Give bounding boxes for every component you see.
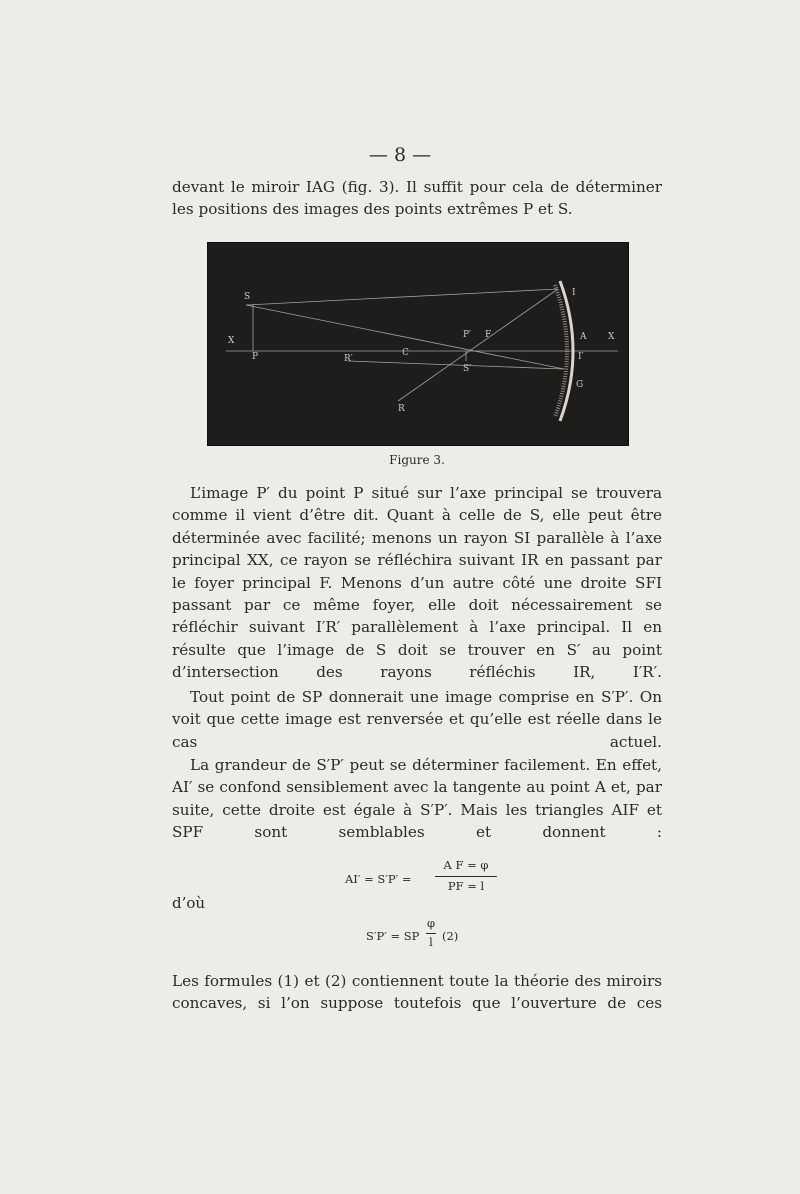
figure-caption: Figure 3. [389, 453, 445, 467]
formula-2-numerator: φ [426, 916, 436, 930]
formula-1-lhs: AI′ = S′P′ = [345, 872, 412, 886]
label-c: C [402, 348, 409, 358]
formula-1-denominator: PF = l [447, 879, 485, 893]
paragraph-1: L’image P′ du point P situé sur l’axe principal se trouvera comme il vient d’être dit. Quant à celle de S, elle peut être déterminée avec facilité; menons un rayon SI parallèle à l’axe principal XX, ce rayon se réfléchira suivant IR en passant par le foyer principal F. Menons d’un autre côté une droite SFI passant par ce même foyer, elle doit nécessairement se réfléchir suivant I′R′ parallèlement à l’axe principal. Il en résulte que l’image de S doit se trouver en S′ au point d’intersection des rayons réfléchis IR, I′R′. [172, 484, 662, 682]
formula-2-lhs: S′P′ = SP [366, 929, 420, 943]
page-number: — 8 — [368, 144, 432, 166]
ray-ir [398, 289, 558, 401]
label-f: F [485, 330, 492, 340]
label-p: P [252, 352, 259, 362]
paragraph-4: Les formules (1) et (2) contiennent toute la théorie des miroirs concaves, si l’on suppose toutefois que l’ouverture de ces [172, 972, 662, 1013]
label-x-right: X [608, 332, 615, 342]
label-r-prime: R′ [344, 354, 353, 364]
label-s-prime: S′ [463, 364, 472, 374]
label-p-prime: P′ [463, 330, 472, 340]
paragraph-3: La grandeur de S′P′ peut se déterminer facilement. En effet, AI′ se confond sensiblement avec la tangente au point A et, par suite, cette droite est égale à S′P′. Mais les triangles AIF et SPF sont semblables et donnent : [172, 756, 662, 842]
ray-sfi [246, 305, 564, 369]
figure-3 [207, 242, 629, 446]
ray-si [246, 289, 558, 305]
formula-2-fraction-bar [426, 933, 436, 934]
label-i-prime: I′ [578, 352, 584, 362]
dou-text: d’où [172, 894, 206, 912]
label-x-left: X [228, 336, 235, 346]
formula-2-denominator: l [429, 935, 433, 949]
label-g: G [576, 380, 584, 390]
formula-1-numerator: A F = φ [443, 858, 489, 872]
concave-mirror-diagram [208, 243, 628, 445]
paragraph-intro: devant le miroir IAG (fig. 3). Il suffit pour cela de déterminer les positions des images des points extrêmes P et S. [172, 178, 662, 219]
label-s: S [244, 292, 251, 302]
label-i: I [572, 288, 576, 298]
label-a: A [580, 332, 587, 342]
paragraph-2: Tout point de SP donnerait une image comprise en S′P′. On voit que cette image est renversée et qu’elle est réelle dans le cas actuel. [172, 688, 662, 751]
formula-1-fraction-bar [435, 876, 497, 877]
label-r: R [398, 404, 405, 414]
formula-2-tag: (2) [442, 929, 459, 943]
